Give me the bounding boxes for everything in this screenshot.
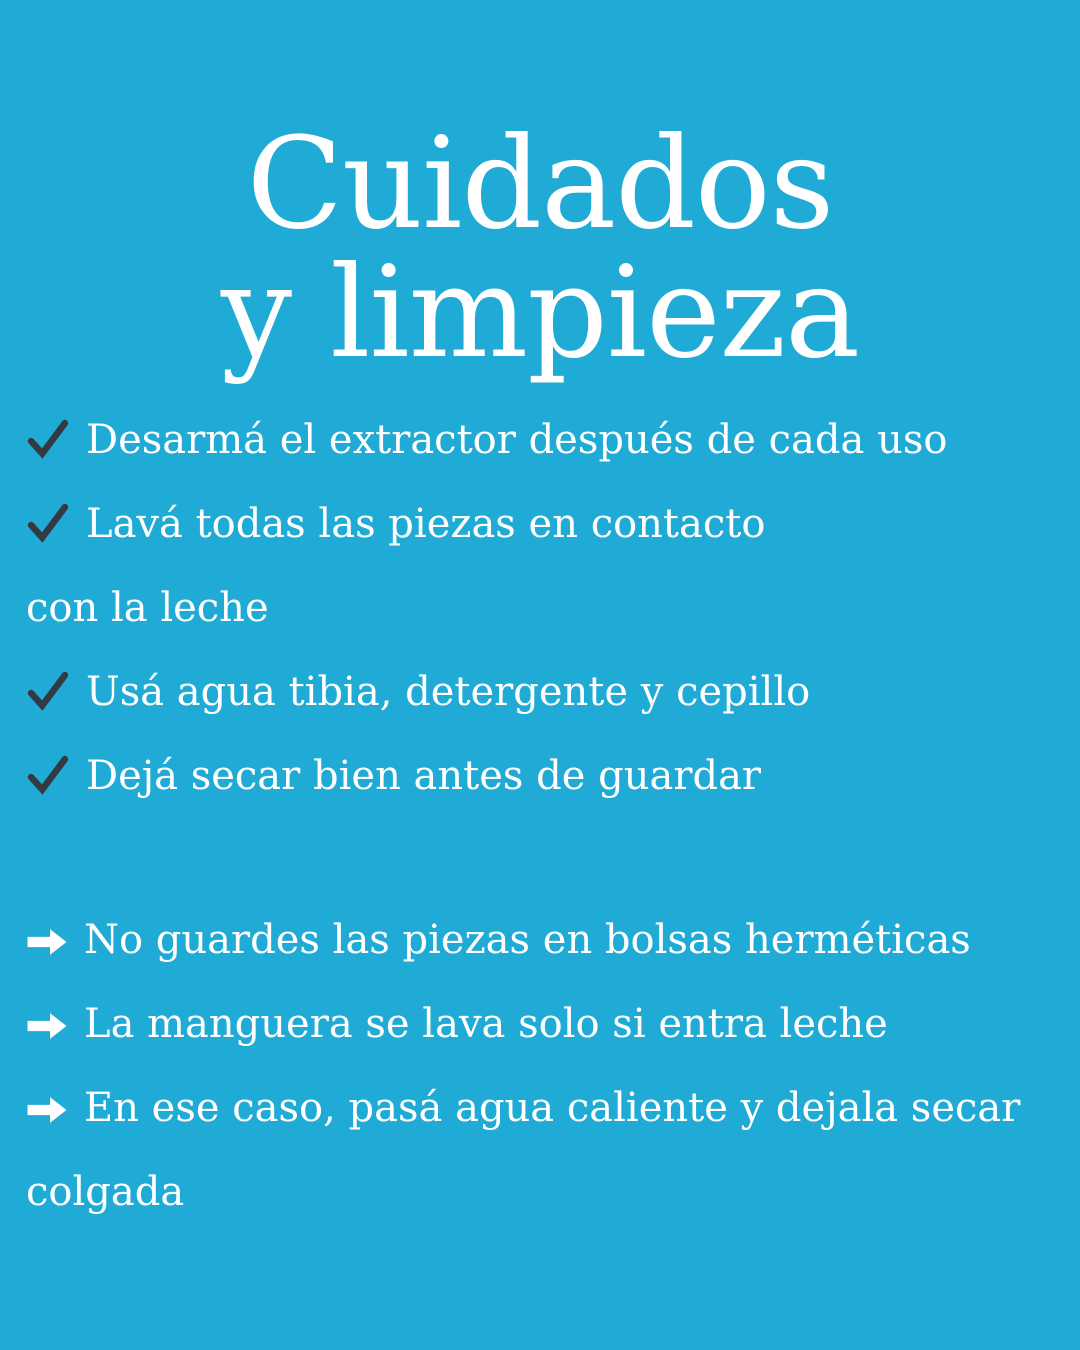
checklist-item (26, 734, 1060, 818)
check-icon (26, 482, 70, 566)
warning-item (26, 898, 1060, 982)
arrow-right-icon (26, 982, 68, 1066)
checklist-item-text: Lavá todas las piezas en contacto con la leche (26, 501, 766, 632)
warnings-section (0, 898, 1080, 1234)
arrow-right-icon (26, 1066, 68, 1150)
checklist-item-text: Usá agua tibia, detergente y cepillo (86, 669, 811, 716)
check-icon (26, 650, 70, 734)
care-checklist-section (0, 398, 1080, 818)
warning-item (26, 982, 1060, 1066)
arrow-right-icon (26, 898, 68, 982)
check-icon (26, 734, 70, 818)
checklist-item (26, 482, 1060, 650)
checklist-item-text: Dejá secar bien antes de guardar (86, 753, 762, 800)
checklist-item (26, 398, 1060, 482)
poster-canvas (0, 110, 1080, 1350)
check-icon (26, 398, 70, 482)
warning-item-text: No guardes las piezas en bolsas herméticas (84, 917, 971, 964)
checklist-item (26, 650, 1060, 734)
page-title (0, 110, 1080, 386)
warning-item-text: La manguera se lava solo si entra leche (84, 1001, 888, 1048)
checklist-item-text: Desarmá el extractor después de cada uso (86, 417, 948, 464)
warning-item-text: En ese caso, pasá agua caliente y dejala secar colgada (26, 1085, 1021, 1216)
warning-item (26, 1066, 1060, 1234)
page-title-line-2: y limpieza (220, 238, 860, 386)
page-title-line-1: Cuidados (246, 110, 834, 257)
